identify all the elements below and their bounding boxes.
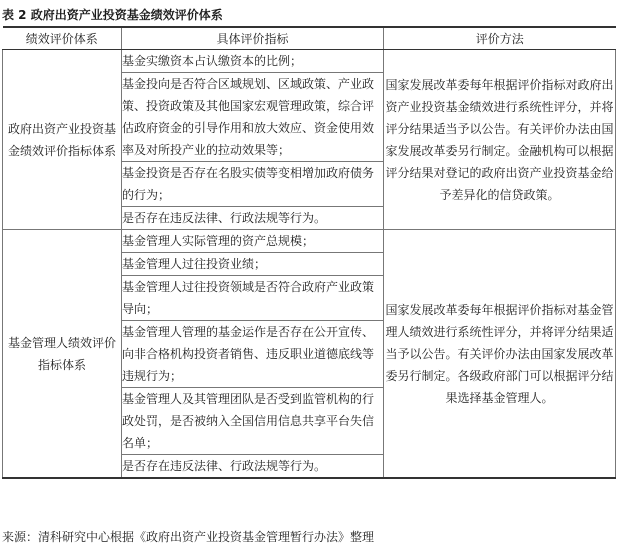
indicator-cell: 基金投资是否存在名股实债等变相增加政府债务的行为； — [122, 162, 384, 207]
system-cell-fund: 政府出资产业投资基金绩效评价指标体系 — [3, 50, 122, 230]
method-cell-manager: 国家发展改革委每年根据评价指标对基金管理人绩效进行系统性评分，并将评分结果适当予以公告。有关评价办法由国家发展改革委另行制定。各级政府部门可以根据评分结果选择基金管理人。 — [384, 230, 616, 479]
method-cell-fund: 国家发展改革委每年根据评价指标对政府出资产业投资基金绩效进行系统性评分，并将评分结果适当予以公告。有关评价办法由国家发展改革委另行制定。金融机构可以根据评分结果对登记的政府出资产业投资基金给予差异化的信贷政策。 — [384, 50, 616, 230]
system-cell-manager: 基金管理人绩效评价指标体系 — [3, 230, 122, 479]
header-method: 评价方法 — [384, 27, 616, 50]
source-note: 来源：清科研究中心根据《政府出资产业投资基金管理暂行办法》整理 — [2, 530, 375, 544]
evaluation-table — [2, 26, 616, 479]
indicator-cell: 基金管理人管理的基金运作是否存在公开宣传、向非合格机构投资者销售、违反职业道德底线等违规行为； — [122, 321, 384, 388]
indicator-cell: 基金管理人过往投资领域是否符合政府产业政策导向； — [122, 276, 384, 321]
table-row — [3, 230, 616, 253]
indicator-cell: 基金管理人实际管理的资产总规模； — [122, 230, 384, 253]
indicator-cell: 基金管理人过往投资业绩； — [122, 253, 384, 276]
table-header-row — [3, 27, 616, 50]
table-caption: 表 2 政府出资产业投资基金绩效评价体系 — [2, 8, 223, 22]
header-indicator: 具体评价指标 — [122, 27, 384, 50]
indicator-cell: 基金管理人及其管理团队是否受到监管机构的行政处罚，是否被纳入全国信用信息共享平台失信名单； — [122, 388, 384, 455]
indicator-cell: 基金实缴资本占认缴资本的比例； — [122, 50, 384, 73]
indicator-cell: 基金投向是否符合区域规划、区域政策、产业政策、投资政策及其他国家宏观管理政策，综合评估政府资金的引导作用和放大效应、资金使用效率及对所投产业的拉动效果等； — [122, 73, 384, 162]
table-row — [3, 50, 616, 73]
indicator-cell: 是否存在违反法律、行政法规等行为。 — [122, 207, 384, 230]
indicator-cell: 是否存在违反法律、行政法规等行为。 — [122, 455, 384, 479]
header-system: 绩效评价体系 — [3, 27, 122, 50]
